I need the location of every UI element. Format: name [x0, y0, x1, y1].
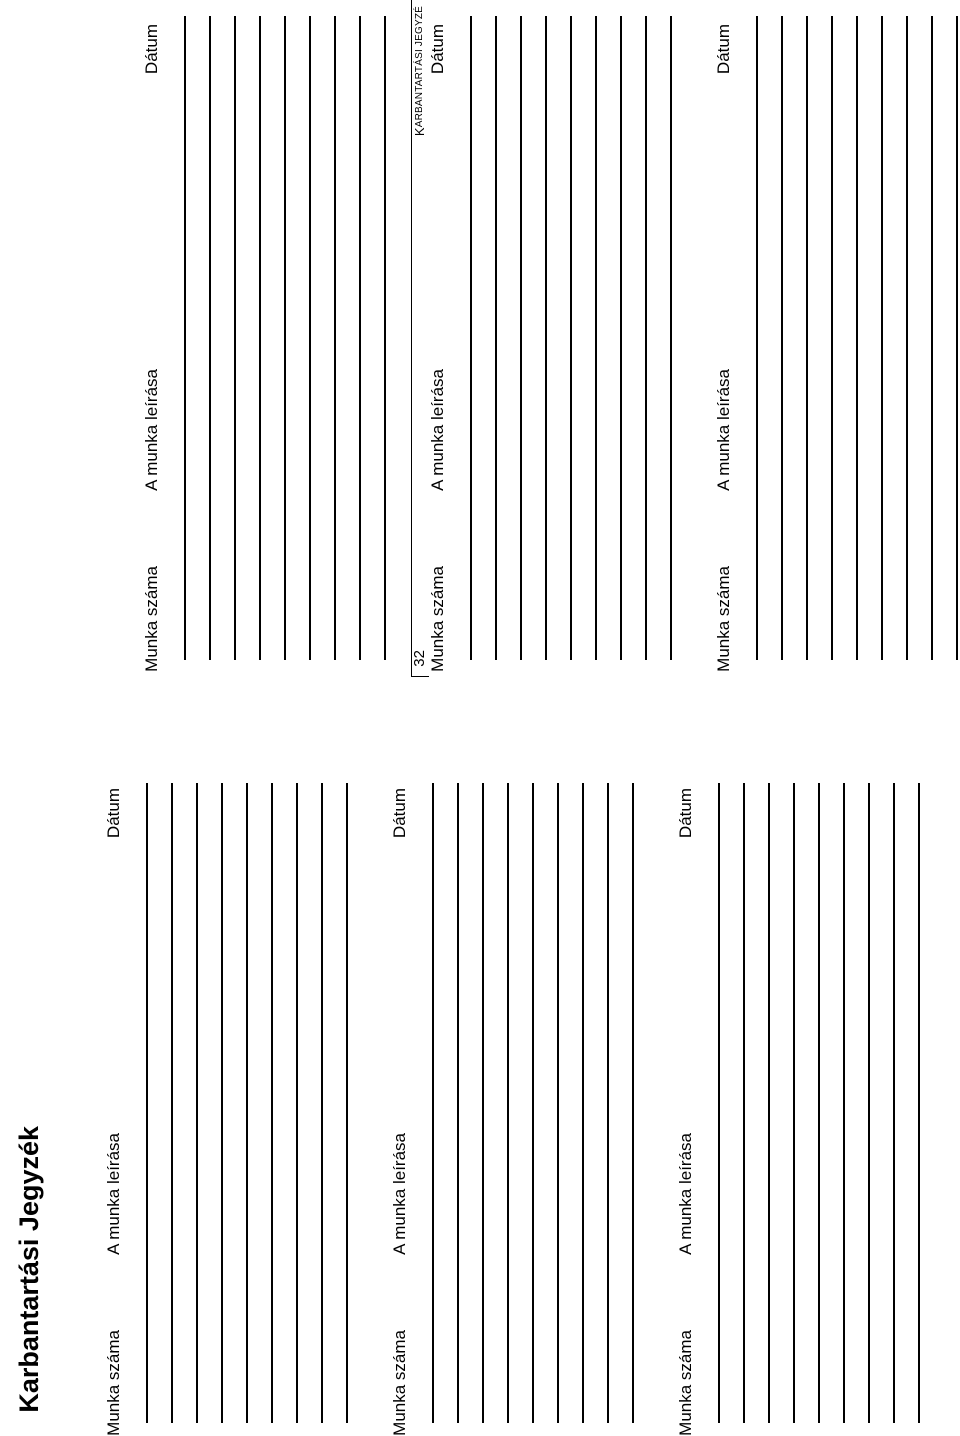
ruled-line [221, 783, 223, 1423]
ruled-line [956, 16, 958, 660]
column-header-description: A munka leírása [714, 369, 733, 491]
column-header-date: Dátum [428, 24, 447, 75]
ruled-line [632, 783, 634, 1423]
column-header-work-number: Munka száma [676, 1330, 695, 1436]
ruled-line [196, 783, 198, 1423]
ruled-line [384, 16, 386, 660]
column-header-description: A munka leírása [676, 1133, 695, 1255]
ruled-line [856, 16, 858, 660]
ruled-line [234, 16, 236, 660]
ruled-line [432, 783, 434, 1423]
column-header-description: A munka leírása [390, 1133, 409, 1255]
ruled-line [868, 783, 870, 1423]
ruled-line [893, 783, 895, 1423]
ruled-line [359, 16, 361, 660]
ruled-line [482, 783, 484, 1423]
ruled-line [931, 16, 933, 660]
ruled-line [296, 783, 298, 1423]
ruled-line [595, 16, 597, 660]
column-header-work-number: Munka száma [714, 566, 733, 672]
ruled-line [756, 16, 758, 660]
ruled-line [743, 783, 745, 1423]
column-header-work-number: Munka száma [142, 566, 161, 672]
ruled-line [209, 16, 211, 660]
ruled-line [718, 783, 720, 1423]
column-header-date: Dátum [104, 788, 123, 839]
ruled-line [831, 16, 833, 660]
column-header-description: A munka leírása [142, 369, 161, 491]
column-header-description: A munka leírása [104, 1133, 123, 1255]
page-number-rule [411, 0, 412, 676]
ruled-line [495, 16, 497, 660]
ruled-line [259, 16, 261, 660]
column-header-work-number: Munka száma [428, 566, 447, 672]
ruled-line [520, 16, 522, 660]
column-header-date: Dátum [390, 788, 409, 839]
running-header [413, 6, 426, 136]
ruled-line [818, 783, 820, 1423]
ruled-line [906, 16, 908, 660]
page-number-rule [411, 676, 429, 677]
ruled-line [334, 16, 336, 660]
ruled-line [607, 783, 609, 1423]
ruled-line [246, 783, 248, 1423]
ruled-line [582, 783, 584, 1423]
ruled-line [781, 16, 783, 660]
ruled-line [793, 783, 795, 1423]
ruled-line [271, 783, 273, 1423]
running-header-initial: K [412, 127, 427, 137]
page-number: 32 [411, 650, 428, 667]
ruled-line [557, 783, 559, 1423]
ruled-line [507, 783, 509, 1423]
column-header-date: Dátum [142, 24, 161, 75]
column-header-work-number: Munka száma [104, 1330, 123, 1436]
ruled-line [843, 783, 845, 1423]
ruled-line [184, 16, 186, 660]
ruled-line [470, 16, 472, 660]
ruled-line [309, 16, 311, 660]
ruled-line [146, 783, 148, 1423]
column-header-work-number: Munka száma [390, 1330, 409, 1436]
ruled-line [545, 16, 547, 660]
ruled-line [321, 783, 323, 1423]
column-header-date: Dátum [676, 788, 695, 839]
ruled-line [457, 783, 459, 1423]
ruled-line [532, 783, 534, 1423]
ruled-line [918, 783, 920, 1423]
ruled-line [171, 783, 173, 1423]
column-header-date: Dátum [714, 24, 733, 75]
ruled-line [645, 16, 647, 660]
ruled-line [881, 16, 883, 660]
page-title: Karbantartási Jegyzék [14, 1126, 44, 1413]
ruled-line [670, 16, 672, 660]
ruled-line [806, 16, 808, 660]
running-header-rest: ARBANTARTÁSI JEGYZÉ [414, 6, 425, 128]
ruled-line [620, 16, 622, 660]
ruled-line [346, 783, 348, 1423]
ruled-line [768, 783, 770, 1423]
column-header-description: A munka leírása [428, 369, 447, 491]
ruled-line [570, 16, 572, 660]
ruled-line [284, 16, 286, 660]
